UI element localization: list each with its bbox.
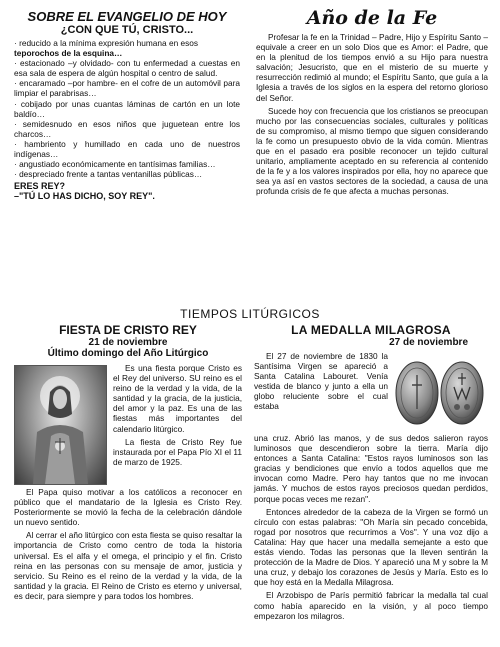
closing-question: ERES REY? <box>14 181 66 192</box>
christ-king-paragraph: Es una fiesta porque Cristo es el Rey del universo. SU reino es el reino de la verdad y la vida, de la santidad y la gracia, de la justicia, del amor y la paz. Es una de las fiestas más importantes del calendario litúrgico. <box>113 363 242 434</box>
bullet-item: · angustiado económicamente en tantísimas familias… <box>14 159 216 170</box>
medal-image <box>392 351 488 431</box>
medal-column <box>254 323 488 621</box>
bullet-item: · estacionado –y olvidado- con tu enfermedad a cuestas en esa sala de espera de algún hospital o centro de salud. <box>14 58 240 79</box>
medal-paragraph: El Arzobispo de París permitió fabricar la medalla tal cual como había aparecido en la visión, y al poco tiempo empezaron los milagros. <box>254 590 488 621</box>
bullet-item: · hambriento y humillado en cada uno de nuestros indígenas… <box>14 138 240 160</box>
section-title: TIEMPOS LITÚRGICOS <box>180 307 320 321</box>
bullet-item: · reducido a la mínima expresión humana en esos <box>14 38 199 48</box>
sacred-heart-image <box>14 365 107 485</box>
christ-king-subtitle: Último domingo del Año Litúrgico <box>47 348 209 359</box>
bullet-item: teporochos de la esquina… <box>14 48 123 59</box>
christ-king-paragraph: Al cerrar el año litúrgico con esta fiesta se quiso resaltar la importancia de Cristo como centro de toda la historia universal. Es el alfa y el omega, el principio y el fin. Cristo reina en las personas con su mensaje de amor, justicia y servicio. Su Reino es el reino de la verdad y la vida, de la santidad y la gracia. El Reino de Cristo es eterno y universal, es decir, para siempre y para todos los hombres. <box>14 530 242 601</box>
medal-date: 27 de noviembre <box>389 337 468 348</box>
faith-year-title: Año de la Fe <box>306 7 438 29</box>
bullet-item: · encaramado –por hambre- en el cofre de un automóvil para limpiar el parabrisas… <box>14 78 240 99</box>
miraculous-medal-icon <box>392 351 488 431</box>
gospel-subtitle: ¿CON QUE TÚ, CRISTO... <box>60 24 194 36</box>
medal-paragraph: Entonces alrededor de la cabeza de la Virgen se formó un círculo con estas palabras: "Oh María sin pecado concebida, rogad por nosotros que recurrimos a Vos". Y una voz dijo a Catalina: Hay que hacer una medalla semejante a esto que estás viendo. Todas las personas que la lleven sentirán la protección de la Madre de Dios. Y apareció una M y sobre la M una cruz, y debajo los corazones de Jesús y María. Esto es lo que hoy está en la Medalla Milagrosa. <box>254 506 488 588</box>
christ-king-column <box>14 323 242 601</box>
medal-paragraph: El 27 de noviembre de 1830 la Santísima Virgen se apareció a Santa Catalina Labouret. Venía vestida de blanco y junto a ella un globo reluciente sobre el cual estaba <box>254 351 388 412</box>
medal-title: LA MEDALLA MILAGROSA <box>291 323 451 337</box>
christ-king-title: FIESTA DE CRISTO REY <box>59 323 197 337</box>
gospel-column <box>14 9 240 201</box>
christ-king-paragraph: La fiesta de Cristo Rey fue instaurada por el Papa Pío XI el 11 de marzo de 1925. <box>113 436 242 467</box>
jesus-portrait-icon <box>15 366 106 484</box>
christ-king-date: 21 de noviembre <box>88 337 168 348</box>
medal-paragraph: una cruz. Abrió las manos, y de sus dedos salieron rayos luminosos que descendieron sobre la tierra. María dijo entonces a Santa Catalina: "Estos rayos luminosos son las gracias y bendiciones que envío a todos aquellos que me invocan como Madre. Pero hay tantos que no me invocan jamás. Y muchos de estos rayos preciosos quedan perdidos, porque pocas veces me rezan". <box>254 433 488 504</box>
closing-answer: –"TÚ LO HAS DICHO, SOY REY". <box>14 191 155 202</box>
faith-paragraph: Sucede hoy con frecuencia que los cristianos se preocupan mucho por las consecuencias sociales, culturales y políticas de su compromiso, al mismo tiempo que siguen considerando la fe como un presupuesto obvio de la vida común. Mientras que en el pasado era posible reconocer un tejido cultural unitario, ampliamente aceptado en su referencia al contenido de la fe y a los valores inspirados por ella, hoy no aparece que sea ya así en vastos sectores de la sociedad, a causa de una profunda crisis de fe que afecta a muchas personas. <box>256 105 488 197</box>
christ-king-paragraph: El Papa quiso motivar a los católicos a reconocer en público que el mandatario de la Iglesia es Cristo Rey. Posteriormente se movió la fecha de la celebración dándole un nuevo sentido. <box>14 487 242 528</box>
faith-paragraph: Profesar la fe en la Trinidad – Padre, Hijo y Espíritu Santo –equivale a creer en un solo Dios que es Amor: el Padre, que en la plenitud de los tiempos envió a su Hijo para nuestra salvación; Jesucristo, que en el misterio de su muerte y resurrección redimió al mundo; el Espíritu Santo, que guía a la Iglesia a través de los siglos en la espera del retorno glorioso del Señor. <box>256 32 488 103</box>
bullet-item: · despreciado frente a tantas ventanillas públicas… <box>14 169 203 180</box>
bullet-item: · cobijado por unas cuantas láminas de cartón en un lote baldío… <box>14 98 240 119</box>
gospel-title: SOBRE EL EVANGELIO DE HOY <box>27 9 227 24</box>
bullet-item: · semidesnudo en esos niños que juguetean entre los charcos… <box>14 118 240 139</box>
faith-year-column <box>256 7 488 197</box>
